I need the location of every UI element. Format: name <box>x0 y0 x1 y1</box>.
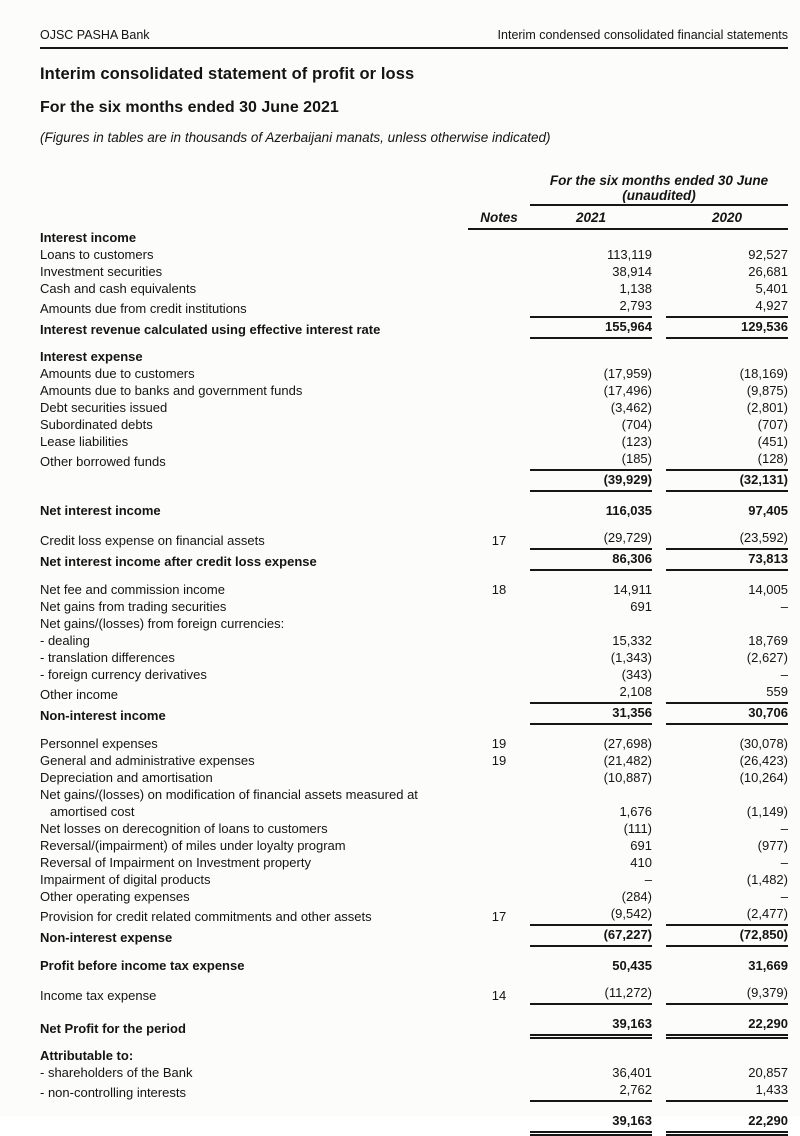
row-label: Net interest income <box>40 503 161 518</box>
table-row <box>40 338 788 365</box>
row-note <box>468 703 530 724</box>
row-value-2020: 20,857 <box>748 1064 788 1080</box>
row-value-2020: (9,875) <box>746 383 788 398</box>
table-row <box>40 1037 788 1064</box>
column-gap <box>652 470 666 491</box>
row-value-2021: 31,356 <box>530 703 652 724</box>
row-label: Reversal of Impairment on Investment property <box>40 855 311 870</box>
column-gap <box>652 1037 666 1064</box>
row-label: Non-interest expense <box>40 930 173 945</box>
column-gap <box>652 317 666 338</box>
row-value-2020: (451) <box>757 434 788 449</box>
table-row <box>40 1101 788 1134</box>
row-label: Amounts due to customers <box>40 366 195 381</box>
column-gap <box>652 837 666 854</box>
table-row <box>40 549 788 570</box>
row-label: Net interest income after credit loss expense <box>40 554 317 569</box>
row-value-2021: 2,762 <box>530 1081 652 1101</box>
row-label: Interest revenue calculated using effective interest rate <box>40 322 381 337</box>
row-value-2020: – <box>780 889 788 904</box>
row-label: Amounts due to banks and government funds <box>40 383 303 398</box>
row-value-2021: (17,496) <box>603 383 652 398</box>
row-note <box>468 246 530 263</box>
table-row <box>40 519 788 549</box>
table-row <box>40 365 788 382</box>
column-gap <box>652 1064 666 1081</box>
table-row <box>40 837 788 854</box>
row-value-2020: 129,536 <box>666 317 788 338</box>
row-label: Net losses on derecognition of loans to customers <box>40 821 328 836</box>
row-note <box>468 470 530 491</box>
table-row <box>40 263 788 280</box>
row-value-2021: – <box>644 872 652 887</box>
row-value-2021: 691 <box>630 838 652 853</box>
row-value-2021: 39,163 <box>530 1004 652 1037</box>
row-value-2021: (29,729) <box>530 519 652 549</box>
row-note <box>468 820 530 837</box>
row-label: Income tax expense <box>40 988 157 1003</box>
row-label: - foreign currency derivatives <box>40 667 207 682</box>
row-note: 19 <box>491 736 507 751</box>
row-value-2021 <box>530 229 652 246</box>
column-gap <box>652 280 666 297</box>
row-value-2021: 50,435 <box>612 958 652 973</box>
row-note <box>468 338 530 365</box>
row-label: Net fee and commission income <box>40 582 225 597</box>
row-note <box>468 683 530 703</box>
column-gap <box>652 229 666 246</box>
row-value-2020: (10,264) <box>739 770 788 785</box>
row-value-2021: (704) <box>621 417 652 432</box>
row-value-2021: (9,542) <box>530 905 652 925</box>
row-label: Interest income <box>40 230 137 245</box>
column-gap <box>652 365 666 382</box>
column-header-row <box>40 205 788 229</box>
column-gap <box>652 519 666 549</box>
row-value-2021: (67,227) <box>530 925 652 946</box>
table-row <box>40 649 788 666</box>
row-note: 17 <box>491 533 507 548</box>
row-value-2020: 92,527 <box>748 247 788 262</box>
column-gap <box>652 382 666 399</box>
row-note <box>468 229 530 246</box>
row-value-2020: 31,669 <box>748 958 788 973</box>
row-value-2020: (72,850) <box>666 925 788 946</box>
row-value-2021: 2,108 <box>530 683 652 703</box>
table-row <box>40 905 788 925</box>
row-label: Other operating expenses <box>40 889 190 904</box>
table-row <box>40 974 788 1004</box>
row-note <box>468 416 530 433</box>
row-note <box>468 1004 530 1037</box>
row-note: 19 <box>491 753 507 768</box>
row-note: 14 <box>491 988 507 1003</box>
statement-period: For the six months ended 30 June 2021 <box>40 99 339 116</box>
row-value-2021: (284) <box>621 889 652 904</box>
row-value-2020: 5,401 <box>755 281 788 296</box>
row-label <box>40 470 468 491</box>
table-row <box>40 598 788 615</box>
row-value-2021: (185) <box>530 450 652 470</box>
table-row <box>40 820 788 837</box>
column-gap <box>652 263 666 280</box>
row-label: Credit loss expense on financial assets <box>40 533 265 548</box>
row-note <box>468 598 530 615</box>
table-row <box>40 854 788 871</box>
row-note <box>468 946 530 974</box>
row-note <box>468 317 530 338</box>
row-value-2020: (23,592) <box>666 519 788 549</box>
row-value-2020: (9,379) <box>666 974 788 1004</box>
unaudited-subheader: (unaudited) <box>530 188 788 205</box>
figures-note: (Figures in tables are in thousands of Azerbaijani manats, unless otherwise indicated) <box>40 130 551 145</box>
row-note <box>468 649 530 666</box>
table-row <box>40 769 788 786</box>
row-value-2021: (27,698) <box>603 736 652 751</box>
row-note <box>468 263 530 280</box>
row-value-2021: (17,959) <box>603 366 652 381</box>
row-note <box>468 786 530 820</box>
row-value-2020: (2,477) <box>666 905 788 925</box>
row-value-2020: 26,681 <box>748 264 788 279</box>
row-label: Investment securities <box>40 264 163 279</box>
row-label: Subordinated debts <box>40 417 153 432</box>
table-row <box>40 470 788 491</box>
row-value-2021: (3,462) <box>610 400 652 415</box>
column-gap <box>652 683 666 703</box>
unaudited-row <box>40 188 788 205</box>
column-gap <box>652 752 666 769</box>
row-label: Lease liabilities <box>40 434 129 449</box>
period-header-row <box>40 171 788 188</box>
table-row <box>40 888 788 905</box>
row-value-2020: 22,290 <box>666 1101 788 1134</box>
row-label: Attributable to: <box>40 1047 134 1063</box>
row-value-2021: 410 <box>630 855 652 870</box>
row-value-2020: (128) <box>666 450 788 470</box>
row-value-2020: (18,169) <box>739 366 788 381</box>
row-value-2020: 73,813 <box>666 549 788 570</box>
row-value-2021: 691 <box>630 599 652 614</box>
table-row <box>40 683 788 703</box>
row-note <box>468 433 530 450</box>
row-value-2021: 155,964 <box>530 317 652 338</box>
row-label: General and administrative expenses <box>40 753 255 768</box>
row-value-2021: (11,272) <box>530 974 652 1004</box>
row-value-2020: (1,149) <box>746 804 788 819</box>
row-value-2020: 1,433 <box>666 1081 788 1101</box>
column-gap <box>652 570 666 598</box>
row-note <box>468 1064 530 1081</box>
row-value-2020: 22,290 <box>666 1004 788 1037</box>
row-label: Impairment of digital products <box>40 872 211 887</box>
row-value-2021: 39,163 <box>530 1101 652 1134</box>
column-gap <box>652 703 666 724</box>
row-value-2020: – <box>780 821 788 836</box>
row-value-2020 <box>666 1037 788 1064</box>
column-gap <box>652 666 666 683</box>
column-gap <box>652 598 666 615</box>
row-value-2020 <box>666 615 788 632</box>
row-value-2020: (26,423) <box>739 753 788 768</box>
statement-title: Interim consolidated statement of profit or loss <box>40 65 415 83</box>
row-label: Personnel expenses <box>40 736 158 751</box>
row-value-2020: (2,801) <box>746 400 788 415</box>
row-value-2020: (707) <box>757 417 788 432</box>
row-note <box>468 549 530 570</box>
row-value-2020: (30,078) <box>739 736 788 751</box>
row-value-2020: – <box>780 599 788 614</box>
column-gap <box>652 820 666 837</box>
column-gap <box>652 549 666 570</box>
row-note <box>468 888 530 905</box>
row-label: Net Profit for the period <box>40 1020 186 1036</box>
row-label: - non-controlling interests <box>40 1084 186 1100</box>
table-row <box>40 491 788 519</box>
table-row <box>40 666 788 683</box>
table-row <box>40 1004 788 1037</box>
column-gap <box>652 1081 666 1101</box>
column-gap <box>652 433 666 450</box>
table-row <box>40 280 788 297</box>
row-note <box>468 365 530 382</box>
table-row <box>40 297 788 317</box>
table-row <box>40 433 788 450</box>
table-row <box>40 570 788 598</box>
row-label: Reversal/(impairment) of miles under loyalty program <box>40 838 346 853</box>
row-value-2021: (111) <box>623 821 652 836</box>
row-label: - dealing <box>40 633 90 648</box>
table-row <box>40 229 788 246</box>
row-value-2020: (32,131) <box>666 470 788 491</box>
row-value-2020: 559 <box>666 683 788 703</box>
row-label: Non-interest income <box>40 708 166 723</box>
column-gap <box>652 946 666 974</box>
table-row <box>40 925 788 946</box>
row-value-2021: 38,914 <box>612 264 652 279</box>
column-gap <box>652 649 666 666</box>
row-value-2021: (343) <box>621 667 652 682</box>
table-row <box>40 317 788 338</box>
table-row <box>40 946 788 974</box>
column-gap <box>652 338 666 365</box>
row-value-2020: 97,405 <box>748 503 788 518</box>
row-value-2021: 86,306 <box>530 549 652 570</box>
row-value-2020: 30,706 <box>666 703 788 724</box>
document-type: Interim condensed consolidated financial statements <box>497 28 788 42</box>
table-row <box>40 703 788 724</box>
table-row <box>40 1064 788 1081</box>
row-label: Depreciation and amortisation <box>40 770 213 785</box>
column-gap <box>652 1004 666 1037</box>
column-gap <box>652 246 666 263</box>
row-label: Net gains/(losses) on modification of financial assets measured at amortised cost <box>40 787 418 819</box>
table-row <box>40 246 788 263</box>
row-label: Loans to customers <box>40 247 154 262</box>
row-value-2020: (2,627) <box>746 650 788 665</box>
row-value-2021 <box>530 615 652 632</box>
row-value-2021: 1,138 <box>619 281 652 296</box>
row-value-2021: 14,911 <box>613 582 652 597</box>
row-note <box>468 450 530 470</box>
table-row <box>40 632 788 649</box>
row-label: Provision for credit related commitments and other assets <box>40 909 372 924</box>
row-label: Amounts due from credit institutions <box>40 301 247 316</box>
column-gap <box>652 974 666 1004</box>
row-note <box>468 854 530 871</box>
column-gap <box>652 925 666 946</box>
row-label <box>40 1101 468 1134</box>
notes-column-header: Notes <box>468 205 530 229</box>
column-gap <box>652 615 666 632</box>
profit-loss-table <box>40 171 788 1136</box>
row-label: Debt securities issued <box>40 400 168 415</box>
row-value-2021: 113,119 <box>606 247 652 262</box>
row-value-2021: (39,929) <box>530 470 652 491</box>
row-value-2020 <box>666 338 788 365</box>
row-value-2020: – <box>780 667 788 682</box>
column-gap <box>652 871 666 888</box>
row-value-2021: 116,035 <box>605 503 652 518</box>
row-value-2020: (1,482) <box>746 872 788 887</box>
row-note <box>468 615 530 632</box>
row-note <box>468 837 530 854</box>
row-note <box>468 871 530 888</box>
year-2021-header: 2021 <box>530 205 652 229</box>
row-value-2020: 18,769 <box>748 633 788 648</box>
row-value-2021: 1,676 <box>619 804 652 819</box>
row-note: 18 <box>491 582 507 597</box>
row-value-2020: – <box>780 855 788 870</box>
row-value-2021 <box>530 338 652 365</box>
row-value-2021: (123) <box>621 434 652 449</box>
table-row <box>40 416 788 433</box>
row-label: Other borrowed funds <box>40 454 166 469</box>
period-header: For the six months ended 30 June <box>549 173 769 188</box>
row-label: Net gains from trading securities <box>40 599 227 614</box>
row-value-2020 <box>666 229 788 246</box>
column-gap <box>652 905 666 925</box>
row-label: Net gains/(losses) from foreign currencies: <box>40 616 285 631</box>
year-2020-header: 2020 <box>666 205 788 229</box>
table-row <box>40 871 788 888</box>
table-row <box>40 752 788 769</box>
column-gap <box>652 416 666 433</box>
column-gap <box>652 450 666 470</box>
row-note <box>468 382 530 399</box>
row-value-2021: (1,343) <box>610 650 652 665</box>
row-label: - shareholders of the Bank <box>40 1064 193 1080</box>
row-label: Cash and cash equivalents <box>40 281 197 296</box>
row-note <box>468 491 530 519</box>
row-note <box>468 399 530 416</box>
row-note <box>468 1101 530 1134</box>
row-note <box>468 1037 530 1064</box>
row-value-2021: 15,332 <box>612 633 652 648</box>
row-value-2020: (977) <box>757 838 788 853</box>
column-gap <box>652 724 666 752</box>
column-gap <box>652 786 666 820</box>
table-row <box>40 399 788 416</box>
column-gap <box>652 632 666 649</box>
table-row <box>40 615 788 632</box>
column-gap <box>652 297 666 317</box>
row-value-2021: (10,887) <box>603 770 652 785</box>
row-value-2020: 14,005 <box>748 582 788 597</box>
row-label: - translation differences <box>40 650 175 665</box>
table-row <box>40 382 788 399</box>
row-note <box>468 666 530 683</box>
column-gap <box>652 491 666 519</box>
row-note <box>468 280 530 297</box>
row-note <box>468 297 530 317</box>
row-note <box>468 632 530 649</box>
row-label: Profit before income tax expense <box>40 958 245 973</box>
row-label: Interest expense <box>40 349 143 364</box>
row-value-2021 <box>530 1037 652 1064</box>
row-note <box>468 769 530 786</box>
row-label: Other income <box>40 687 119 702</box>
company-name: OJSC PASHA Bank <box>40 28 150 42</box>
table-row <box>40 450 788 470</box>
row-note <box>468 925 530 946</box>
row-value-2020: 4,927 <box>666 297 788 317</box>
column-gap <box>652 769 666 786</box>
row-note <box>468 1081 530 1101</box>
table-row <box>40 786 788 820</box>
row-value-2021: 36,401 <box>612 1064 652 1080</box>
column-gap <box>652 1101 666 1134</box>
table-row <box>40 1081 788 1101</box>
row-value-2021: 2,793 <box>530 297 652 317</box>
column-gap <box>652 854 666 871</box>
row-note: 17 <box>491 909 507 924</box>
row-value-2021: (21,482) <box>603 753 652 768</box>
column-gap <box>652 205 666 229</box>
column-gap <box>652 399 666 416</box>
table-row <box>40 724 788 752</box>
column-gap <box>652 888 666 905</box>
page-header <box>40 28 788 49</box>
